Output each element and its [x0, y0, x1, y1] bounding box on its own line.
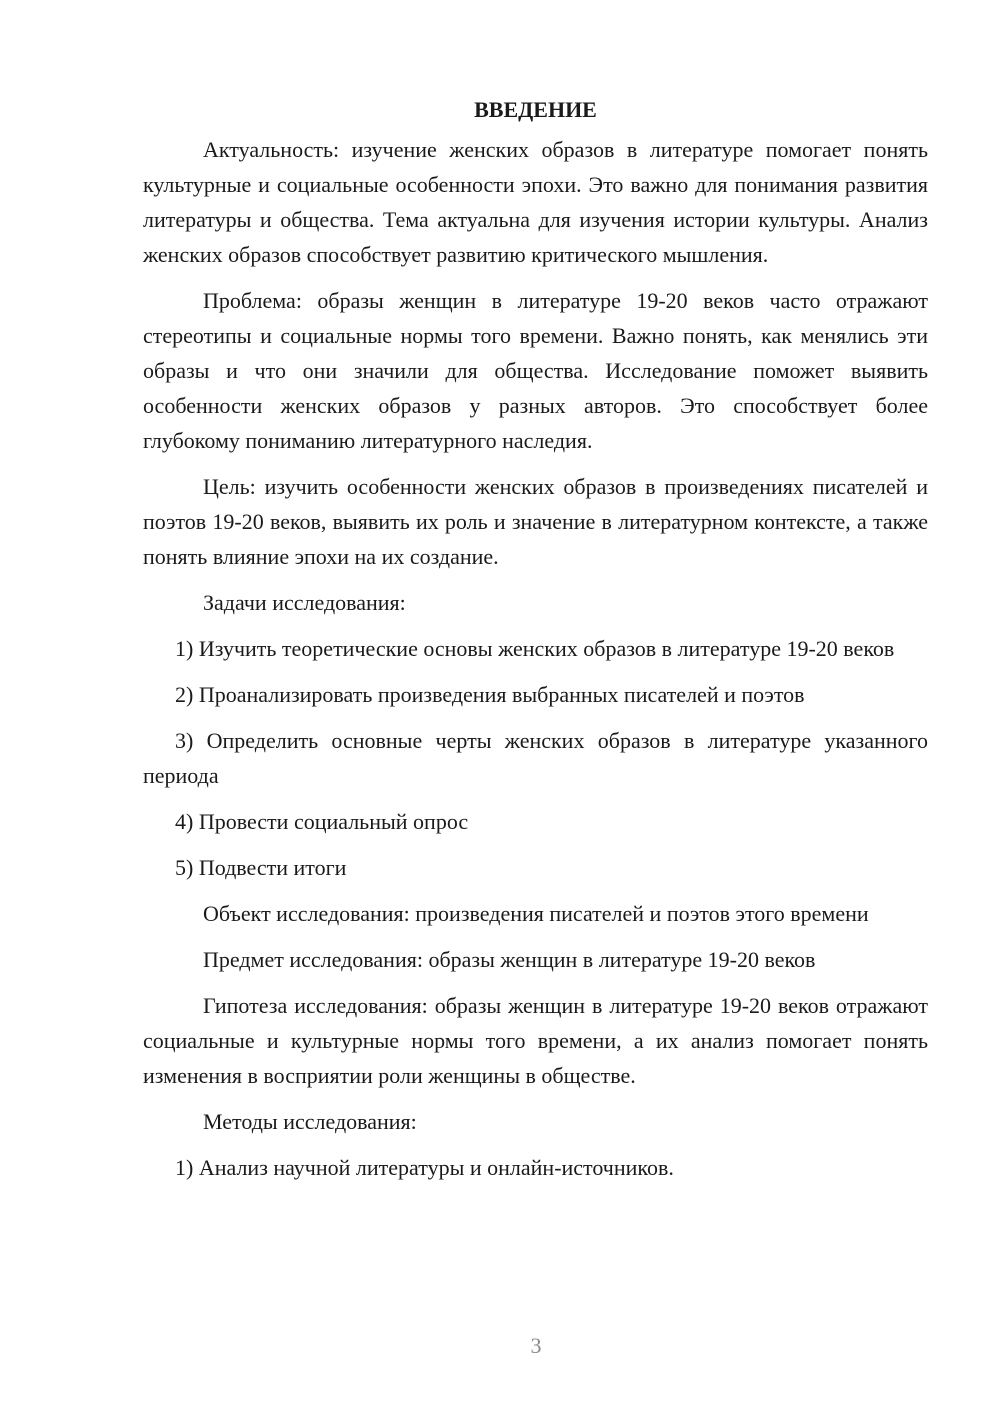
task-item: 1) Изучить теоретические основы женских образов в литературе 19-20 веков [175, 636, 895, 661]
paragraph-hypothesis: Гипотеза исследования: образы женщин в литературе 19-20 веков отражают социальные и культурные нормы того времени, а их анализ помогает понять изменения в восприятии роли женщины в обществе. [143, 993, 928, 1088]
paragraph-subject: Предмет исследования: образы женщин в литературе 19-20 веков [203, 947, 816, 972]
paragraph-goal: Цель: изучить особенности женских образов в произведениях писателей и поэтов 19-20 веков, выявить их роль и значение в литературном контексте, а также понять влияние эпохи на их создание. [143, 474, 928, 569]
task-item: 3) Определить основные черты женских образов в литературе указанного периода [143, 728, 928, 788]
page-number: 3 [530, 1333, 542, 1358]
paragraph-relevance: Актуальность: изучение женских образов в литературе помогает понять культурные и социальные особенности эпохи. Это важно для понимания развития литературы и общества. Тема актуальна для изучения истории культуры. Анализ женских образов способствует развитию критического мышления. [143, 137, 928, 267]
section-heading: ВВЕДЕНИЕ [474, 97, 597, 122]
task-item: 2) Проанализировать произведения выбранных писателей и поэтов [175, 682, 805, 707]
task-item: 4) Провести социальный опрос [175, 809, 469, 834]
paragraph-tasks-heading: Задачи исследования: [203, 590, 406, 615]
task-item: 5) Подвести итоги [175, 855, 347, 880]
method-item: 1) Анализ научной литературы и онлайн-источников. [175, 1155, 674, 1180]
paragraph-methods-heading: Методы исследования: [203, 1109, 417, 1134]
body-text [143, 92, 928, 1196]
paragraph-problem: Проблема: образы женщин в литературе 19-20 веков часто отражают стереотипы и социальные нормы того времени. Важно понять, как менялись эти образы и что они значили для общества. Исследование поможет выявить особенности женских образов у разных авторов. Это способствует более глубокому пониманию литературного наследия. [143, 288, 928, 453]
paragraph-object: Объект исследования: произведения писателей и поэтов этого времени [203, 901, 869, 926]
